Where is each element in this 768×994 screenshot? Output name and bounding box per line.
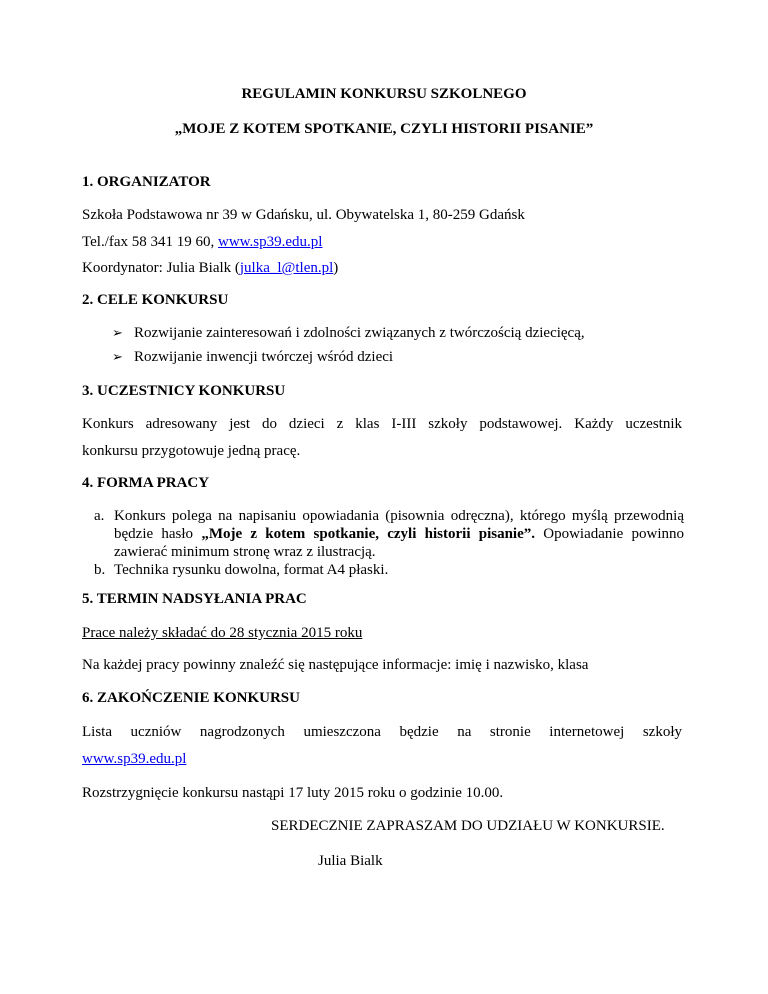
resolution-text: Rozstrzygnięcie konkursu nastąpi 17 luty 2015 roku o godzinie 10.00. xyxy=(82,785,504,801)
heading-goals: 2. CELE KONKURSU xyxy=(82,292,229,308)
list-item xyxy=(112,324,585,343)
list-item xyxy=(94,507,684,561)
form-item-a-text2: Opowiadanie powinno zawierać minimum stronę wraz z ilustracją. xyxy=(114,526,684,560)
list-marker: a. xyxy=(94,508,105,524)
deadline-text: Prace należy składać do 28 stycznia 2015 roku xyxy=(82,625,363,641)
form-item-a-text: Konkurs polega na napisaniu opowiadania (pisownia odręczna), którego myślą przewodnią będzie hasło xyxy=(114,508,684,542)
list-item xyxy=(112,348,393,367)
winners-website-line xyxy=(82,750,186,768)
winners-list-text: Lista uczniów nagrodzonych umieszczona będzie na stronie internetowej szkoły xyxy=(82,724,682,740)
contact-line xyxy=(82,233,322,251)
goal-text: Rozwijanie zainteresowań i zdolności związanych z twórczością dziecięcą, xyxy=(134,325,585,341)
invitation-text: SERDECZNIE ZAPRASZAM DO UDZIAŁU W KONKURSIE. xyxy=(271,818,665,834)
participants-text-line2: konkursu przygotowuje jedną pracę. xyxy=(82,443,301,459)
arrow-bullet-icon: ➢ xyxy=(112,326,123,341)
email-link[interactable]: julka_l@tlen.pl xyxy=(239,260,334,276)
coordinator-close: ) xyxy=(333,260,339,276)
document-title: REGULAMIN KONKURSU SZKOLNEGO xyxy=(241,86,527,102)
form-item-a xyxy=(114,507,684,561)
signature: Julia Bialk xyxy=(318,853,383,869)
form-item-b: Technika rysunku dowolna, format A4 płaski. xyxy=(114,562,389,578)
list-marker: b. xyxy=(94,562,106,578)
school-address: Szkoła Podstawowa nr 39 w Gdańsku, ul. Obywatelska 1, 80-259 Gdańsk xyxy=(82,207,525,223)
contest-motto: „Moje z kotem spotkanie, czyli historii pisanie”. xyxy=(201,526,535,542)
website-link[interactable]: www.sp39.edu.pl xyxy=(218,234,323,250)
tel-text: Tel./fax 58 341 19 60, xyxy=(82,234,219,250)
list-item xyxy=(94,561,684,579)
heading-participants: 3. UCZESTNICY KONKURSU xyxy=(82,383,286,399)
arrow-bullet-icon: ➢ xyxy=(112,350,123,365)
heading-form: 4. FORMA PRACY xyxy=(82,475,210,491)
participants-text-line1: Konkurs adresowany jest do dzieci z klas I-III szkoły podstawowej. Każdy uczestnik xyxy=(82,416,682,432)
coordinator-text: Koordynator: Julia Bialk ( xyxy=(82,260,240,276)
heading-deadline: 5. TERMIN NADSYŁANIA PRAC xyxy=(82,591,307,607)
coordinator-line xyxy=(82,259,338,277)
website-link[interactable]: www.sp39.edu.pl xyxy=(82,751,187,767)
document-subtitle: „MOJE Z KOTEM SPOTKANIE, CZYLI HISTORII PISANIE” xyxy=(174,121,594,137)
required-info-text: Na każdej pracy powinny znaleźć się następujące informacje: imię i nazwisko, klasa xyxy=(82,657,589,673)
heading-organizer: 1. ORGANIZATOR xyxy=(82,174,211,190)
goal-text: Rozwijanie inwencji twórczej wśród dzieci xyxy=(134,349,394,365)
heading-conclusion: 6. ZAKOŃCZENIE KONKURSU xyxy=(82,690,300,706)
